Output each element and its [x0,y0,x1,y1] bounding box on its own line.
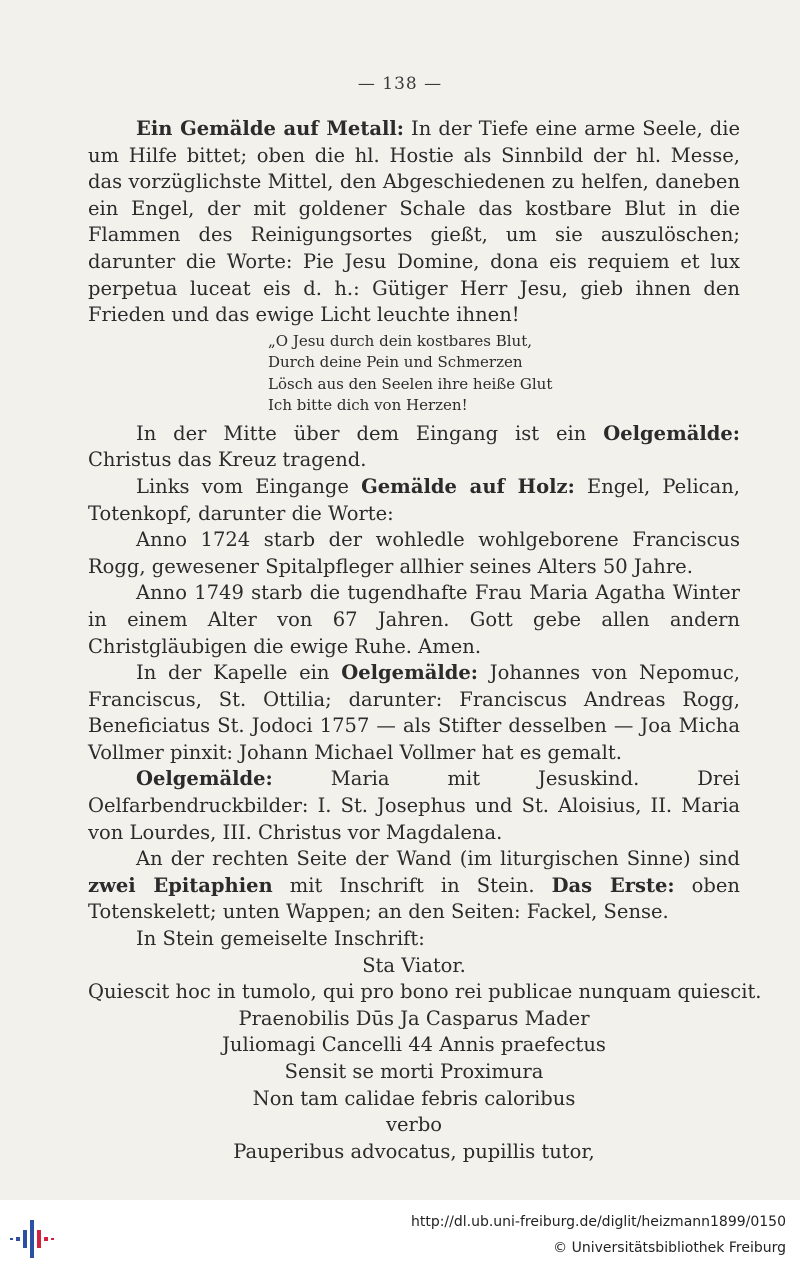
paragraph-5: Anno 1749 starb die tugendhafte Frau Maria Agatha Winter in einem Alter von 67 Jahren. Gott gebe allen andern Christgläubigen die ewige Ruhe. Amen. [88,581,740,658]
p1-text: In der Tiefe eine arme Seele, die um Hilfe bittet; oben die hl. Hostie als Sinnbild der hl. Messe, das vorzüglichste Mittel, den Abgeschiedenen zu helfen, daneben ein Engel, der mit goldener Schale das kostbare Blut in die Flammen des Reinigungsortes gießt, um sie auszulöschen; darunter die Worte: [88,117,741,273]
inscription-line: Non tam calidae febris caloribus [252,1086,576,1110]
p3-end: Engel, Pelican, Totenkopf, darunter die Worte: [88,474,740,525]
ub-freiburg-logo-icon [10,1216,54,1262]
p2-bold: Oelgemälde: [603,421,740,445]
p8-bold-2: Das Erste: [551,873,675,897]
inscription-line: Pauperibus advocatus, pupillis tutor, [233,1139,595,1163]
p7-text: Maria mit Jesuskind. Drei Oelfarbendruckbilder: I. St. Josephus und St. Aloisius, II. Maria von Lourdes, III. Christus vor Magdalena. [88,767,740,844]
verse-line: „O Jesu durch dein kostbares Blut, [268,331,533,350]
inscription-line: Sensit se morti Proximura [284,1060,544,1083]
inscription-line: verbo [385,1113,443,1137]
paragraph-6 [88,660,740,766]
copyright-notice: © Universitätsbibliothek Freiburg [553,1240,786,1256]
paragraph-3 [88,474,740,527]
paragraph-8 [88,846,740,926]
p3-start: Links vom Eingange [136,474,362,498]
p8-mid: mit Inschrift in Stein. [272,873,552,897]
verse-line: Lösch aus den Seelen ihre heiße Glut [268,374,553,393]
p2-end: Christus das Kreuz tragend. [88,448,367,472]
p1-heading: Ein Gemälde auf Metall: [136,117,404,140]
p1-latin: Pie Jesu Domine, dona eis requiem et lux perpetua luceat eis [88,249,741,300]
p6-start: In der Kapelle ein [136,661,342,685]
paragraph-7 [88,766,740,846]
p6-latin: Joa Micha Vollmer pinxit: [88,714,740,764]
p3-bold: Gemälde auf Holz: [361,474,575,498]
p8-start: An der rechten Seite der Wand (im liturgischen Sinne) sind [136,847,740,871]
p6-end: Johann Michael Vollmer hat es gemalt. [232,740,622,764]
inscription-line: Praenobilis Dūs Ja Casparus Mader [238,1006,590,1030]
p7-bold: Oelgemälde: [136,767,273,791]
page-text [88,116,762,1165]
p1-end: d. h.: Gütiger Herr Jesu, gieb ihnen den Frieden und das ewige Licht leuchte ihnen! [88,276,740,327]
verse-line: Ich bitte dich von Herzen! [268,396,468,415]
paragraph-4: Anno 1724 starb der wohledle wohlgeborene Franciscus Rogg, gewesener Spitalpfleger allhier seines Alters 50 Jahre. [88,528,740,578]
verse-block [268,329,740,421]
page-number: — 138 — [357,74,443,94]
p8-bold-1: zwei Epitaphien [88,873,273,897]
inscription-line: Quiescit hoc in tumolo, qui pro bono rei publicae nunquam quiescit. [88,980,762,1004]
paragraph-1 [88,116,740,329]
p2-start: In der Mitte über dem Eingang ist ein [136,421,604,445]
footer-bar [0,1200,800,1267]
p6-mid: Johannes von Nepomuc, Franciscus, St. Ottilia; darunter: Franciscus Andreas Rogg, Beneficiatus St. Jodoci 1757 — als Stifter desselben — [88,661,741,738]
p8-end: oben Totenskelett; unten Wappen; an den Seiten: Fackel, Sense. [88,873,740,924]
paragraph-2 [88,421,740,474]
verse-line: Durch deine Pein und Schmerzen [268,353,523,372]
permalink-url[interactable]: http://dl.ub.uni-freiburg.de/diglit/heizmann1899/0150 [410,1214,786,1230]
inscription-block [88,953,762,1166]
inscription-line: Sta Viator. [362,953,466,977]
paragraph-9: In Stein gemeiselte Inschrift: [136,927,425,951]
p6-bold: Oelgemälde: [341,661,478,685]
inscription-line: Juliomagi Cancelli 44 Annis praefectus [222,1033,606,1057]
